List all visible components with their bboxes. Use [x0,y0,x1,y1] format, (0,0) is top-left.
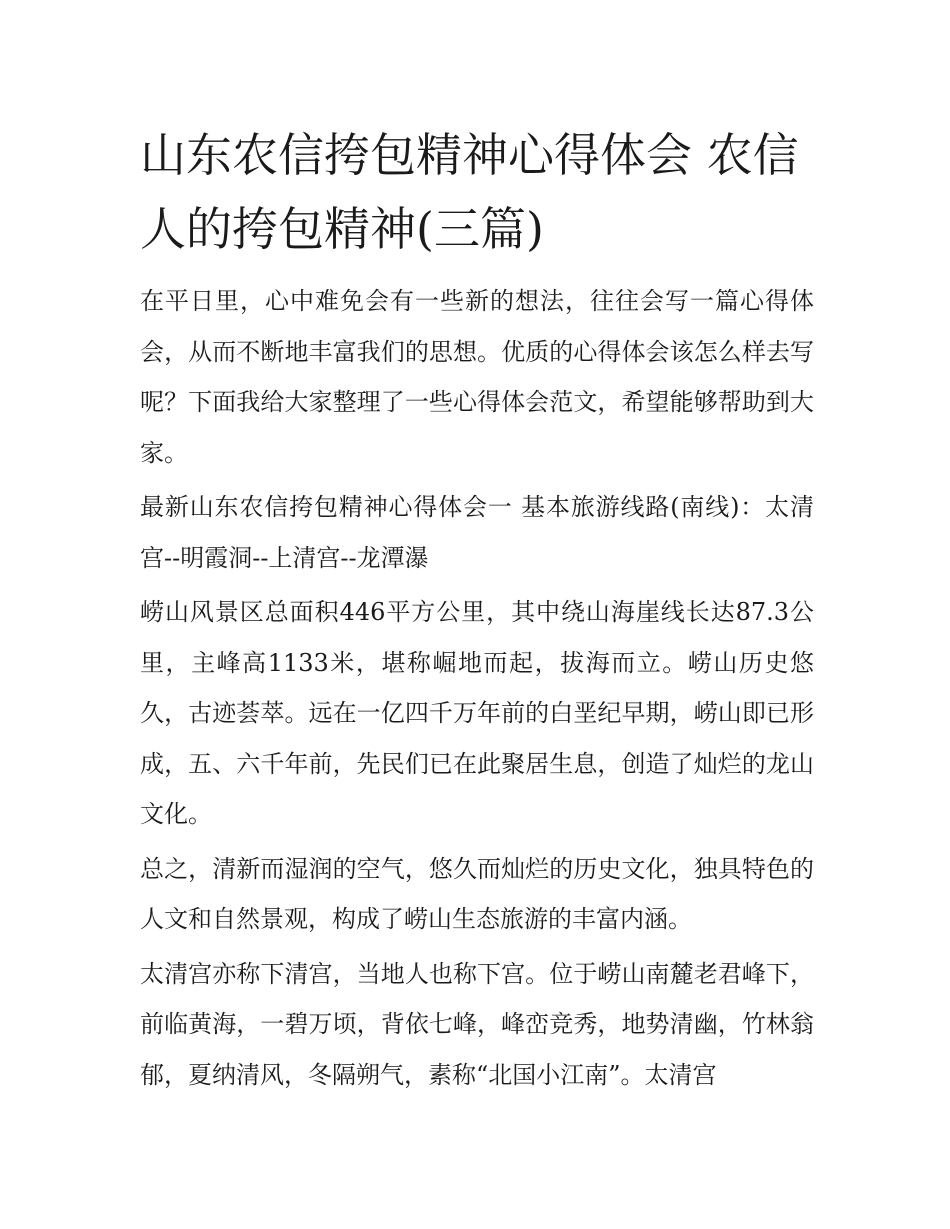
paragraph-intro: 在平日里，心中难免会有一些新的想法，往往会写一篇心得体会，从而不断地丰富我们的思想。优质的心得体会该怎么样去写呢？下面我给大家整理了一些心得体会范文，希望能够帮助到大家。 [140,287,814,467]
paragraph-taiqing-palace: 太清宫亦称下清宫，当地人也称下宫。位于崂山南麓老君峰下，前临黄海，一碧万顷，背依七峰，峰峦竞秀，地势清幽，竹林翁郁，夏纳清风，冬隔朔气，素称“北国小江南”。太清宫 [140,959,814,1089]
paragraph-route: 最新山东农信挎包精神心得体会一 基本旅游线路(南线)：太清宫--明霞洞--上清宫--龙潭瀑 [140,493,814,572]
document-title: 山东农信挎包精神心得体会 农信人的挎包精神(三篇) [140,128,799,256]
paragraph-summary: 总之，清新而湿润的空气，悠久而灿烂的历史文化，独具特色的人文和自然景观，构成了崂山生态旅游的丰富内涵。 [140,854,814,933]
paragraph-laoshan-overview: 崂山风景区总面积446平方公里，其中绕山海崖线长达87.3公里，主峰高1133米，堪称崛地而起，拔海而立。崂山历史悠久，古迹荟萃。远在一亿四千万年前的白垩纪早期，崂山即已形成，五、六千年前，先民们已在此聚居生息，创造了灿烂的龙山文化。 [140,598,814,828]
document-body [140,276,814,1104]
